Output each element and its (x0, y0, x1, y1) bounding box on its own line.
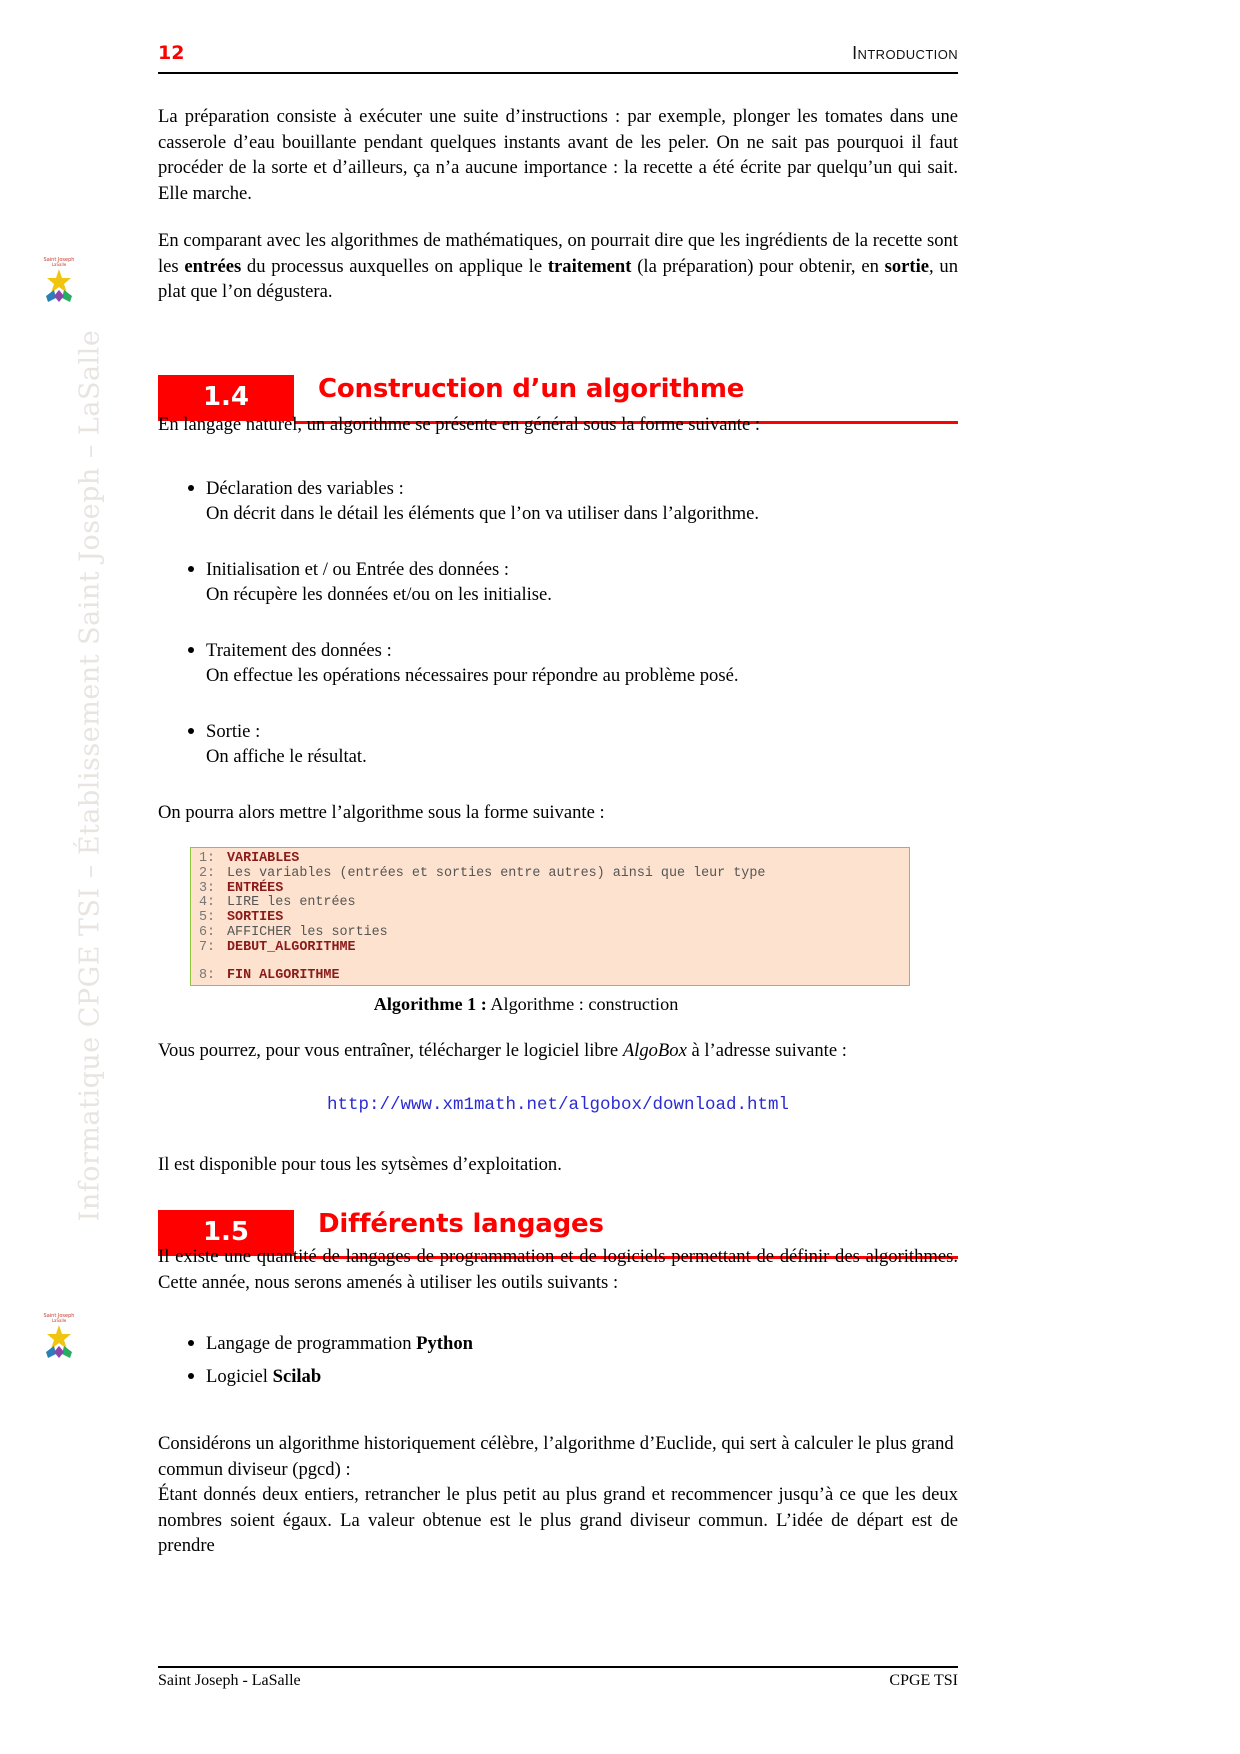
algobox-name: AlgoBox (622, 1039, 687, 1061)
footer-right-text: CPGE TSI (889, 1672, 958, 1689)
step-title: Traitement des données : (206, 639, 392, 661)
page-footer (158, 1672, 958, 1696)
algorithm-listing (190, 847, 910, 986)
bullet-dot-icon (188, 1373, 194, 1379)
step-detail: On affiche le résultat. (206, 746, 367, 767)
listing-caption (126, 992, 926, 1018)
intro-p2-part-c: du processus auxquelles on applique le (241, 255, 548, 277)
line-number: 2: (199, 865, 216, 881)
tool-prefix: Langage de programmation (206, 1333, 417, 1354)
bullet-dot-icon (188, 728, 194, 734)
bullet-dot-icon (188, 647, 194, 653)
section-1-5-number: 1.5 (158, 1210, 294, 1256)
listing-line (191, 867, 909, 882)
tools-list (158, 1331, 958, 1389)
line-text: Les variables (entrées et sorties entre autres) ainsi que leur type (227, 865, 766, 881)
section-1-5-lead: Il existe une quantité de langages de programmation et de logiciels permettant de définir des algorithmes. Cette année, nous serons amenés à utiliser les outils suivants : (158, 1246, 958, 1293)
intro-paragraph-2 (158, 228, 958, 305)
section-1-4-title: Construction d’un algorithme (318, 374, 745, 404)
page-number: 12 (158, 42, 185, 64)
line-number: 4: (199, 895, 216, 911)
sidebar-vertical-title: Informatique CPGE TSI – Établissement Saint Joseph – LaSalle (74, 329, 106, 1222)
algobox-intro-c: à l’adresse suivante : (686, 1039, 847, 1061)
term-traitement: traitement (547, 255, 632, 277)
header-chapter-title: Introduction (852, 43, 958, 63)
tool-name-scilab: Scilab (272, 1365, 322, 1387)
list-item (158, 476, 958, 527)
list-item (158, 1364, 958, 1390)
euclide-intro: Considérons un algorithme historiquement célèbre, l’algorithme d’Euclide, qui sert à calculer le plus grand commun diviseur (pgcd) : (158, 1433, 954, 1480)
left-sidebar (0, 0, 150, 1754)
listing-line (191, 926, 909, 941)
section-1-4-number: 1.4 (158, 375, 294, 421)
bullet-dot-icon (188, 566, 194, 572)
page-header (158, 42, 958, 72)
line-number: 1: (199, 851, 216, 866)
step-title: Sortie : (206, 720, 261, 742)
algobox-download-link[interactable]: http://www.xm1math.net/algobox/download.html (326, 1095, 790, 1116)
svg-text:LaSalle: LaSalle (51, 262, 67, 267)
bullet-dot-icon (188, 485, 194, 491)
step-title: Initialisation et / ou Entrée des données : (206, 558, 510, 580)
intro-p2-part-e: (la préparation) pour obtenir, en (631, 255, 885, 277)
intro-p2-part-g: , un plat que l’on dégustera. (158, 255, 959, 302)
algobox-intro-a: Vous pourrez, pour vous entraîner, télécharger le logiciel libre (158, 1039, 623, 1061)
line-number: 8: (199, 967, 216, 983)
step-detail: On effectue les opérations nécessaires pour répondre au problème posé. (206, 665, 739, 686)
caption-label: Algorithme 1 : (373, 994, 487, 1015)
section-1-5-body (158, 1244, 958, 1581)
line-text: VARIABLES (227, 851, 300, 866)
tool-name-python: Python (416, 1333, 473, 1354)
listing-line (191, 911, 909, 926)
intro-paragraph-1: La préparation consiste à exécuter une suite d’instructions : par exemple, plonger les tomates dans une casserole d’eau bouillante pendant quelques instants avant de les peler. On ne sait pas pourquoi il faut procéder de la sorte et d’ailleurs, ça n’a aucune importance : la recette a été écrite par quelqu’un qui sait. Elle marche. (158, 106, 958, 204)
listing-line (191, 882, 909, 897)
intro-p2-part-a: En comparant avec les algorithmes de mathématiques, on pourrait dire que les ingrédients de la recette sont les (158, 230, 958, 277)
line-number: 5: (199, 910, 216, 926)
line-text: FIN ALGORITHME (227, 967, 340, 983)
line-text: AFFICHER les sorties (227, 924, 388, 940)
algobox-intro (158, 1038, 958, 1064)
svg-text:Saint Joseph: Saint Joseph (43, 257, 75, 263)
listing-line (191, 969, 909, 984)
listing-line (191, 896, 909, 911)
section-1-4-after-list: On pourra alors mettre l’algorithme sous la forme suivante : (158, 801, 605, 823)
line-text: ENTRÉES (227, 880, 284, 896)
line-number: 6: (199, 924, 216, 940)
line-number: 7: (199, 939, 216, 955)
caption-text: Algorithme : construction (486, 994, 679, 1015)
list-item (158, 1331, 958, 1357)
step-detail: On récupère les données et/ou on les initialise. (206, 584, 552, 605)
list-item (158, 557, 958, 608)
step-title: Déclaration des variables : (206, 477, 404, 499)
line-text: SORTIES (227, 910, 284, 926)
listing-line (191, 852, 909, 867)
term-entrees: entrées (184, 255, 242, 277)
svg-text:LaSalle: LaSalle (51, 1318, 67, 1323)
section-1-4-lead: En langage naturel, un algorithme se présente en général sous la forme suivante : (158, 414, 761, 435)
school-logo-icon-bottom (36, 1308, 82, 1360)
list-item (158, 719, 958, 770)
section-1-5-title: Différents langages (318, 1209, 604, 1239)
list-item (158, 638, 958, 689)
footer-left-text: Saint Joseph - LaSalle (158, 1672, 301, 1689)
footer-divider (158, 1666, 958, 1668)
tool-prefix: Logiciel (206, 1365, 273, 1387)
bullet-dot-icon (188, 1340, 194, 1346)
header-divider (158, 72, 958, 74)
step-detail: On décrit dans le détail les éléments que l’on va utiliser dans l’algorithme. (206, 503, 760, 524)
line-number: 3: (199, 880, 216, 896)
main-content (158, 104, 958, 327)
term-sortie: sortie (884, 255, 930, 277)
euclide-detail: Étant donnés deux entiers, retrancher le plus petit au plus grand et recommencer jusqu’à ce que les deux nombres soient égaux. La valeur obtenue est le plus grand diviseur commun. L’idée de départ est de prendre (158, 1484, 958, 1556)
listing-line (191, 941, 909, 956)
availability-text: Il est disponible pour tous les sytsèmes d’exploitation. (158, 1153, 562, 1175)
line-text: LIRE les entrées (227, 895, 356, 911)
line-text: DEBUT_ALGORITHME (227, 939, 356, 955)
algorithm-steps-list (158, 476, 958, 770)
svg-text:Saint Joseph: Saint Joseph (43, 1313, 75, 1319)
section-1-4-body (158, 412, 958, 1199)
